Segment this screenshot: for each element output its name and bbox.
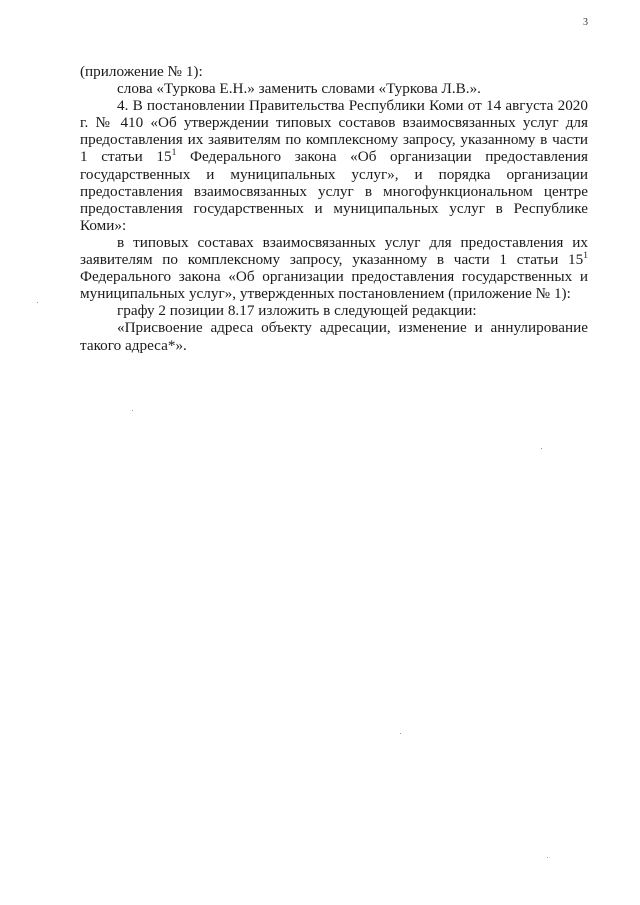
page-number: 3 — [583, 17, 588, 28]
superscript: 1 — [583, 251, 588, 262]
superscript: 1 — [171, 148, 177, 159]
paragraph-text: «Присвоение адреса объекту адресации, изменение и аннулирование такого адреса*». — [80, 319, 588, 354]
paragraph-text: графу 2 позиции 8.17 изложить в следующей редакции: — [117, 302, 477, 320]
paragraph-new-wording — [80, 319, 588, 353]
scan-speck — [541, 448, 542, 449]
paragraph-column-edit — [80, 302, 588, 319]
paragraph-continuation — [80, 63, 588, 80]
paragraph-name-replacement — [80, 80, 588, 97]
scan-speck — [400, 733, 401, 734]
paragraph-text-continued: Федерального закона «Об организации предоставления государственных и муниципальных услуг», утвержденных постановлением (приложение № 1): — [80, 268, 588, 303]
paragraph-text: в типовых составах взаимосвязанных услуг для предоставления их заявителям по комплексному запросу, указанному в части 1 статьи 15 — [80, 233, 588, 269]
paragraph-text: слова «Туркова Е.Н.» заменить словами «Туркова Л.В.». — [117, 80, 481, 98]
scan-speck — [37, 302, 38, 303]
scan-speck — [547, 857, 548, 858]
paragraph-typical-compositions — [80, 234, 588, 302]
paragraph-text: 4. В постановлении Правительства Республики Коми от 14 августа 2020 г. № 410 «Об утверждении типовых составов взаимосвязанных услуг для предоставления их заявителям по комплексному запросу, указанному в части 1 статьи 15 — [80, 97, 588, 166]
document-body — [80, 63, 588, 354]
paragraph-item-4 — [80, 97, 588, 234]
paragraph-text-continued: Федерального закона «Об организации предоставления государственных и муниципальных услуг», и порядка организации предоставления взаимосвязанных услуг в многофункциональном центре предоставления государственных и муниципальных услуг в Республике Коми»: — [80, 148, 588, 234]
paragraph-text: (приложение № 1): — [80, 63, 203, 80]
scan-speck — [132, 410, 133, 411]
